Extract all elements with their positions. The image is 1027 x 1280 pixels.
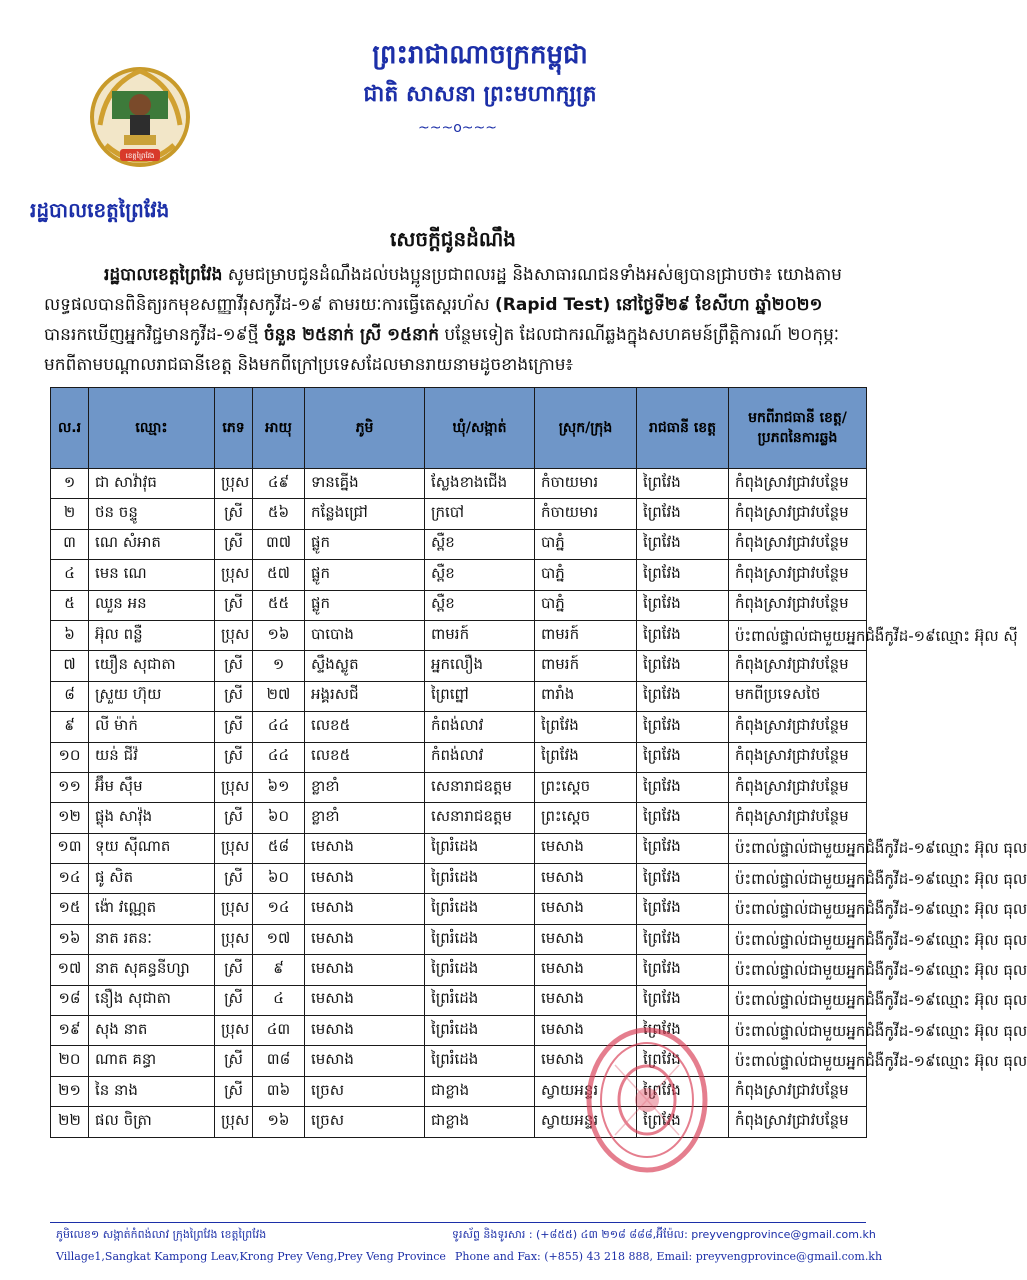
sex-cell: ប្រុស — [215, 1107, 253, 1137]
sex-cell: ស្រី — [215, 529, 253, 559]
source-of-infection-cell: ប៉ះពាល់ផ្ទាល់ជាមួយអ្នកជំងឺកូវីដ-១៩ឈ្មោះ អ៊ុល ស៊ី — [729, 620, 867, 650]
table-row — [51, 772, 867, 802]
age-cell: ២៧ — [253, 681, 305, 711]
age-cell: ៤៤ — [253, 712, 305, 742]
commune-cell: ព្រៃរំដេង — [425, 985, 535, 1015]
district-cell: មេសាង — [535, 1016, 637, 1046]
footer-address-km: ភូមិលេខ១ សង្កាត់កំពង់លាវ ក្រុងព្រៃវែង ខេត្តព្រៃវែង — [56, 1228, 267, 1241]
age-cell: ៦០ — [253, 864, 305, 894]
age-cell: ៤៤ — [253, 742, 305, 772]
village-cell: អង្គរសជី — [305, 681, 425, 711]
commune-cell: ព្រៃព្នៅ — [425, 681, 535, 711]
table-row — [51, 529, 867, 559]
row-number-cell: ៧ — [51, 651, 89, 681]
village-cell: មេសាង — [305, 894, 425, 924]
person-name-cell: អ៊ឹម ស៊ឹម — [89, 772, 215, 802]
person-name-cell: ផ្លុង សាវ៉ុង — [89, 803, 215, 833]
commune-cell: ជាខ្លាង — [425, 1107, 535, 1137]
issuing-administration: រដ្ឋបាលខេត្តព្រៃវែង — [30, 198, 170, 222]
row-number-cell: ៣ — [51, 529, 89, 559]
province-cell: ព្រៃវែង — [637, 1016, 729, 1046]
commune-cell: កំពង់លាវ — [425, 742, 535, 772]
table-row — [51, 985, 867, 1015]
sex-cell: ស្រី — [215, 499, 253, 529]
document-title: សេចក្តីជូនដំណឹង — [390, 227, 516, 251]
district-cell: មេសាង — [535, 955, 637, 985]
column-header: ភូមិ — [305, 388, 425, 469]
row-number-cell: ១៣ — [51, 833, 89, 863]
person-name-cell: អ៊ុល ពន្លឺ — [89, 620, 215, 650]
row-number-cell: ១២ — [51, 803, 89, 833]
commune-cell: ព្រៃរំដេង — [425, 894, 535, 924]
village-cell: ខ្លាខាំ — [305, 803, 425, 833]
district-cell: មេសាង — [535, 1046, 637, 1076]
row-number-cell: ៩ — [51, 712, 89, 742]
column-header: មកពីរាជធានី ខេត្ត/ប្រភពនៃការឆ្លង — [729, 388, 867, 469]
row-number-cell: ៨ — [51, 681, 89, 711]
age-cell: ៣៦ — [253, 1076, 305, 1106]
village-cell: មេសាង — [305, 1046, 425, 1076]
source-of-infection-cell: ប៉ះពាល់ផ្ទាល់ជាមួយអ្នកជំងឺកូវីដ-១៩ឈ្មោះ អ៊ុល ធុល — [729, 894, 867, 924]
commune-cell: ពាមរក៍ — [425, 620, 535, 650]
province-cell: ព្រៃវែង — [637, 499, 729, 529]
source-of-infection-cell: កំពុងស្រាវជ្រាវបន្ថែម — [729, 590, 867, 620]
commune-cell: កំពង់លាវ — [425, 712, 535, 742]
row-number-cell: ១៨ — [51, 985, 89, 1015]
commune-cell: សេនារាជឧត្តម — [425, 803, 535, 833]
person-name-cell: ថន ចន្ទូ — [89, 499, 215, 529]
person-name-cell: លី ម៉ាក់ — [89, 712, 215, 742]
province-cell: ព្រៃវែង — [637, 833, 729, 863]
village-cell: មេសាង — [305, 864, 425, 894]
province-cell: ព្រៃវែង — [637, 742, 729, 772]
logo-caption: ខេត្តព្រៃវែង — [125, 152, 155, 160]
sex-cell: ស្រី — [215, 742, 253, 772]
age-cell: ១ — [253, 651, 305, 681]
column-header: ឃុំ/សង្កាត់ — [425, 388, 535, 469]
age-cell: ៤ — [253, 985, 305, 1015]
table-row — [51, 742, 867, 772]
source-of-infection-cell: កំពុងស្រាវជ្រាវបន្ថែម — [729, 560, 867, 590]
sex-cell: ប្រុស — [215, 833, 253, 863]
found-text: បានរកឃើញអ្នកវិជ្ជមានកូវីដ-១៩ថ្មី — [44, 325, 264, 345]
sex-cell: ស្រី — [215, 651, 253, 681]
sex-cell: ប្រុស — [215, 560, 253, 590]
province-cell: ព្រៃវែង — [637, 560, 729, 590]
source-of-infection-cell: ប៉ះពាល់ផ្ទាល់ជាមួយអ្នកជំងឺកូវីដ-១៩ឈ្មោះ អ៊ុល ធុល — [729, 1016, 867, 1046]
source-of-infection-cell: កំពុងស្រាវជ្រាវបន្ថែម — [729, 712, 867, 742]
province-cell: ព្រៃវែង — [637, 469, 729, 499]
commune-cell: ស្ពឺខ — [425, 529, 535, 559]
row-number-cell: ១០ — [51, 742, 89, 772]
person-name-cell: ទុយ ស៊ីណាត — [89, 833, 215, 863]
district-cell: បាភ្នំ — [535, 529, 637, 559]
source-of-infection-cell: កំពុងស្រាវជ្រាវបន្ថែម — [729, 651, 867, 681]
source-of-infection-cell: ប៉ះពាល់ផ្ទាល់ជាមួយអ្នកជំងឺកូវីដ-១៩ឈ្មោះ អ៊ុល ធុល — [729, 864, 867, 894]
closing-text: បន្ថែមទៀត ដែលជាករណីឆ្លងក្នុងសហគមន៍ព្រឹត្តិការណ៍ ២០កុម្ភៈ មកពីតាមបណ្តាលរាជធានីខេត្ត និងមកពីក្រៅប្រទេសដែលមានរាយនាមដូចខាងក្រោម៖ — [44, 325, 840, 375]
district-cell: ពាមរក៍ — [535, 651, 637, 681]
age-cell: ៣៨ — [253, 1046, 305, 1076]
age-cell: ៥៧ — [253, 560, 305, 590]
village-cell: ច្រេស — [305, 1076, 425, 1106]
village-cell: លេខ៥ — [305, 742, 425, 772]
person-name-cell: សុង នាត — [89, 1016, 215, 1046]
village-cell: មេសាង — [305, 955, 425, 985]
table-row — [51, 499, 867, 529]
district-cell: ពារាំង — [535, 681, 637, 711]
footer-contact-en: Phone and Fax: (+855) 43 218 888, Email: preyvengprovince@gmail.com.kh — [455, 1250, 883, 1263]
sex-cell: ស្រី — [215, 985, 253, 1015]
table-row — [51, 620, 867, 650]
source-of-infection-cell: កំពុងស្រាវជ្រាវបន្ថែម — [729, 1076, 867, 1106]
age-cell: ១៦ — [253, 1107, 305, 1137]
age-cell: ៤៩ — [253, 469, 305, 499]
rapid-test-label: (Rapid Test) — [495, 295, 611, 315]
age-cell: ៦០ — [253, 803, 305, 833]
province-cell: ព្រៃវែង — [637, 803, 729, 833]
district-cell: ព្រៃវែង — [535, 742, 637, 772]
province-cell: ព្រៃវែង — [637, 1107, 729, 1137]
person-name-cell: ផល ចិត្រា — [89, 1107, 215, 1137]
case-table — [50, 387, 1027, 1138]
row-number-cell: ១១ — [51, 772, 89, 802]
village-cell: ច្រេស — [305, 1107, 425, 1137]
village-cell: ខ្លាខាំ — [305, 772, 425, 802]
commune-cell: ជាខ្លាង — [425, 1076, 535, 1106]
row-number-cell: ១ — [51, 469, 89, 499]
table-body — [51, 469, 1027, 1138]
person-name-cell: ផូ សិត — [89, 864, 215, 894]
commune-cell: ស្ពឺខ — [425, 560, 535, 590]
table-row — [51, 1046, 867, 1076]
announcement-body — [44, 260, 866, 380]
sex-cell: ប្រុស — [215, 1016, 253, 1046]
province-cell: ព្រៃវែង — [637, 590, 729, 620]
person-name-cell: នាត រតនៈ — [89, 924, 215, 954]
age-cell: ៤៣ — [253, 1016, 305, 1046]
sex-cell: ស្រី — [215, 681, 253, 711]
source-of-infection-cell: កំពុងស្រាវជ្រាវបន្ថែម — [729, 469, 867, 499]
person-name-cell: នាត សុគន្ធនីហ្សា — [89, 955, 215, 985]
row-number-cell: ២១ — [51, 1076, 89, 1106]
village-cell: ផ្លូក — [305, 590, 425, 620]
village-cell: ផ្លូក — [305, 529, 425, 559]
age-cell: ៥៨ — [253, 833, 305, 863]
age-cell: ១៧ — [253, 924, 305, 954]
intro-subject: រដ្ឋបាលខេត្តព្រៃវែង — [104, 265, 223, 285]
province-cell: ព្រៃវែង — [637, 924, 729, 954]
age-cell: ៩ — [253, 955, 305, 985]
row-number-cell: ១៥ — [51, 894, 89, 924]
table-row — [51, 864, 867, 894]
table-row — [51, 894, 867, 924]
district-cell: មេសាង — [535, 833, 637, 863]
village-cell: មេសាង — [305, 1016, 425, 1046]
sex-cell: ប្រុស — [215, 772, 253, 802]
district-cell: ព្រៃវែង — [535, 712, 637, 742]
district-cell: ស្វាយអន្ទរ — [535, 1076, 637, 1106]
table-row — [51, 469, 867, 499]
table-row — [51, 1076, 867, 1106]
commune-cell: សេនារាជឧត្តម — [425, 772, 535, 802]
commune-cell: ព្រៃរំដេង — [425, 924, 535, 954]
table-row — [51, 651, 867, 681]
source-of-infection-cell: កំពុងស្រាវជ្រាវបន្ថែម — [729, 529, 867, 559]
table-row — [51, 1107, 867, 1137]
row-number-cell: ១៧ — [51, 955, 89, 985]
age-cell: ៥៥ — [253, 590, 305, 620]
source-of-infection-cell: កំពុងស្រាវជ្រាវបន្ថែម — [729, 742, 867, 772]
province-cell: ព្រៃវែង — [637, 1046, 729, 1076]
person-name-cell: ង៉ោ វណ្ណេត — [89, 894, 215, 924]
row-number-cell: ២២ — [51, 1107, 89, 1137]
column-header: ឈ្មោះ — [89, 388, 215, 469]
table-row — [51, 803, 867, 833]
person-name-cell: ស្រួយ ហ៊ុយ — [89, 681, 215, 711]
province-cell: ព្រៃវែង — [637, 955, 729, 985]
commune-cell: ព្រៃរំដេង — [425, 1046, 535, 1076]
village-cell: កន្លែងជ្រៅ — [305, 499, 425, 529]
district-cell: មេសាង — [535, 924, 637, 954]
district-cell: បាភ្នំ — [535, 590, 637, 620]
person-name-cell: ឈួន អន — [89, 590, 215, 620]
village-cell: ទានគ្នើង — [305, 469, 425, 499]
district-cell: មេសាង — [535, 864, 637, 894]
table-row — [51, 955, 867, 985]
district-cell: ពាមរក៍ — [535, 620, 637, 650]
person-name-cell: នឿង សុជាតា — [89, 985, 215, 1015]
column-header: ស្រុក/ក្រុង — [535, 388, 637, 469]
sex-cell: ស្រី — [215, 590, 253, 620]
column-header: អាយុ — [253, 388, 305, 469]
test-date: នៅថ្ងៃទី២៩ ខែសីហា ឆ្នាំ២០២១ — [610, 295, 823, 315]
province-cell: ព្រៃវែង — [637, 712, 729, 742]
sex-cell: ប្រុស — [215, 894, 253, 924]
row-number-cell: ១៤ — [51, 864, 89, 894]
source-of-infection-cell: កំពុងស្រាវជ្រាវបន្ថែម — [729, 1107, 867, 1137]
province-cell: ព្រៃវែង — [637, 529, 729, 559]
province-cell: ព្រៃវែង — [637, 894, 729, 924]
column-header: រាជធានី ខេត្ត — [637, 388, 729, 469]
table-row — [51, 924, 867, 954]
row-number-cell: ៤ — [51, 560, 89, 590]
source-of-infection-cell: ប៉ះពាល់ផ្ទាល់ជាមួយអ្នកជំងឺកូវីដ-១៩ឈ្មោះ អ៊ុល ធុល — [729, 985, 867, 1015]
source-of-infection-cell: ប៉ះពាល់ផ្ទាល់ជាមួយអ្នកជំងឺកូវីដ-១៩ឈ្មោះ អ៊ុល ធុល — [729, 924, 867, 954]
district-cell: មេសាង — [535, 985, 637, 1015]
table-row — [51, 560, 867, 590]
row-number-cell: ២០ — [51, 1046, 89, 1076]
table-row — [51, 712, 867, 742]
village-cell: បាបោង — [305, 620, 425, 650]
row-number-cell: ៦ — [51, 620, 89, 650]
sex-cell: ប្រុស — [215, 924, 253, 954]
district-cell: កំចាយមារ — [535, 499, 637, 529]
commune-cell: ព្រៃរំដេង — [425, 833, 535, 863]
age-cell: ១៤ — [253, 894, 305, 924]
commune-cell: ព្រៃរំដេង — [425, 1016, 535, 1046]
province-cell: ព្រៃវែង — [637, 1076, 729, 1106]
age-cell: ៥៦ — [253, 499, 305, 529]
province-cell: ព្រៃវែង — [637, 864, 729, 894]
person-name-cell: ណាត គន្ធា — [89, 1046, 215, 1076]
source-of-infection-cell: កំពុងស្រាវជ្រាវបន្ថែម — [729, 499, 867, 529]
village-cell: ស្ទឹងស្លូត — [305, 651, 425, 681]
age-cell: ៦១ — [253, 772, 305, 802]
commune-cell: ព្រៃរំដេង — [425, 955, 535, 985]
commune-cell: ស្ពឺខ — [425, 590, 535, 620]
district-cell: ព្រះស្តេច — [535, 803, 637, 833]
province-cell: ព្រៃវែង — [637, 985, 729, 1015]
village-cell: ផ្លូក — [305, 560, 425, 590]
row-number-cell: ១៦ — [51, 924, 89, 954]
sex-cell: ប្រុស — [215, 469, 253, 499]
sex-cell: ស្រី — [215, 864, 253, 894]
district-cell: មេសាង — [535, 894, 637, 924]
table-row — [51, 590, 867, 620]
village-cell: លេខ៥ — [305, 712, 425, 742]
person-name-cell: យឿន សុជាតា — [89, 651, 215, 681]
row-number-cell: ១៩ — [51, 1016, 89, 1046]
column-header: ភេទ — [215, 388, 253, 469]
person-name-cell: ជា សាវ៉ាវុធ — [89, 469, 215, 499]
ornament-divider: ~~~o~~~ — [418, 120, 497, 136]
case-count: ចំនួន ២៥នាក់ ស្រី ១៥នាក់ — [263, 325, 440, 345]
table-row — [51, 833, 867, 863]
table-row — [51, 681, 867, 711]
district-cell: ព្រះស្តេច — [535, 772, 637, 802]
commune-cell: ក្របៅ — [425, 499, 535, 529]
source-of-infection-cell: ប៉ះពាល់ផ្ទាល់ជាមួយអ្នកជំងឺកូវីដ-១៩ឈ្មោះ អ៊ុល ធុល — [729, 1046, 867, 1076]
sex-cell: ស្រី — [215, 1076, 253, 1106]
commune-cell: ព្រៃរំដេង — [425, 864, 535, 894]
sex-cell: ស្រី — [215, 803, 253, 833]
sex-cell: ស្រី — [215, 1046, 253, 1076]
row-number-cell: ៥ — [51, 590, 89, 620]
person-name-cell: មេន ណេ — [89, 560, 215, 590]
province-cell: ព្រៃវែង — [637, 681, 729, 711]
row-number-cell: ២ — [51, 499, 89, 529]
district-cell: កំចាយមារ — [535, 469, 637, 499]
national-motto: ជាតិ សាសនា ព្រះមហាក្សត្រ — [363, 82, 597, 107]
intro-text: សូមជម្រាបជូនដំណឹងដល់បងប្អូនប្រជាពលរដ្ឋ និងសាធារណជនទាំងអស់ឲ្យបានជ្រាបថា៖ យោងតាមលទ្ធផលបានពិនិត្យរកមុខសញ្ញាវីរុសកូវីដ-១៩ តាមរយៈការធ្វើតេស្តរហ័ស — [44, 265, 842, 315]
source-of-infection-cell: មកពីប្រទេសថៃ — [729, 681, 867, 711]
table-row — [51, 1016, 867, 1046]
sex-cell: ប្រុស — [215, 620, 253, 650]
village-cell: មេសាង — [305, 985, 425, 1015]
sex-cell: ស្រី — [215, 712, 253, 742]
age-cell: ៣៧ — [253, 529, 305, 559]
age-cell: ១៦ — [253, 620, 305, 650]
person-name-cell: នៃ នាង — [89, 1076, 215, 1106]
column-header: ល.រ — [51, 388, 89, 469]
district-cell: បាភ្នំ — [535, 560, 637, 590]
village-cell: មេសាង — [305, 833, 425, 863]
sex-cell: ស្រី — [215, 955, 253, 985]
person-name-cell: ណេ សំអាត — [89, 529, 215, 559]
source-of-infection-cell: កំពុងស្រាវជ្រាវបន្ថែម — [729, 803, 867, 833]
person-name-cell: យន់ ជីវ៉ — [89, 742, 215, 772]
provincial-logo — [86, 55, 194, 193]
source-of-infection-cell: ប៉ះពាល់ផ្ទាល់ជាមួយអ្នកជំងឺកូវីដ-១៩ឈ្មោះ អ៊ុល ធុល — [729, 955, 867, 985]
table-header-row — [51, 388, 867, 469]
footer-address-en: Village1,Sangkat Kampong Leav,Krong Prey Veng,Prey Veng Province — [56, 1250, 446, 1263]
footer-divider — [50, 1222, 866, 1223]
village-cell: មេសាង — [305, 924, 425, 954]
commune-cell: អ្នកលឿង — [425, 651, 535, 681]
province-cell: ព្រៃវែង — [637, 620, 729, 650]
province-cell: ព្រៃវែង — [637, 651, 729, 681]
province-cell: ព្រៃវែង — [637, 772, 729, 802]
footer-contact-km: ទូរស័ព្ទ និងទូរសារ : (+៨៥៥) ៤៣ ២១៨ ៨៨៨,អ៊ីម៉ែល: preyvengprovince@gmail.com.kh — [452, 1228, 876, 1241]
kingdom-heading: ព្រះរាជាណាចក្រកម្ពុជា — [372, 40, 588, 70]
source-of-infection-cell: ប៉ះពាល់ផ្ទាល់ជាមួយអ្នកជំងឺកូវីដ-១៩ឈ្មោះ អ៊ុល ធុល — [729, 833, 867, 863]
source-of-infection-cell: កំពុងស្រាវជ្រាវបន្ថែម — [729, 772, 867, 802]
district-cell: ស្វាយអន្ទរ — [535, 1107, 637, 1137]
commune-cell: ស្លែងខាងជើង — [425, 469, 535, 499]
